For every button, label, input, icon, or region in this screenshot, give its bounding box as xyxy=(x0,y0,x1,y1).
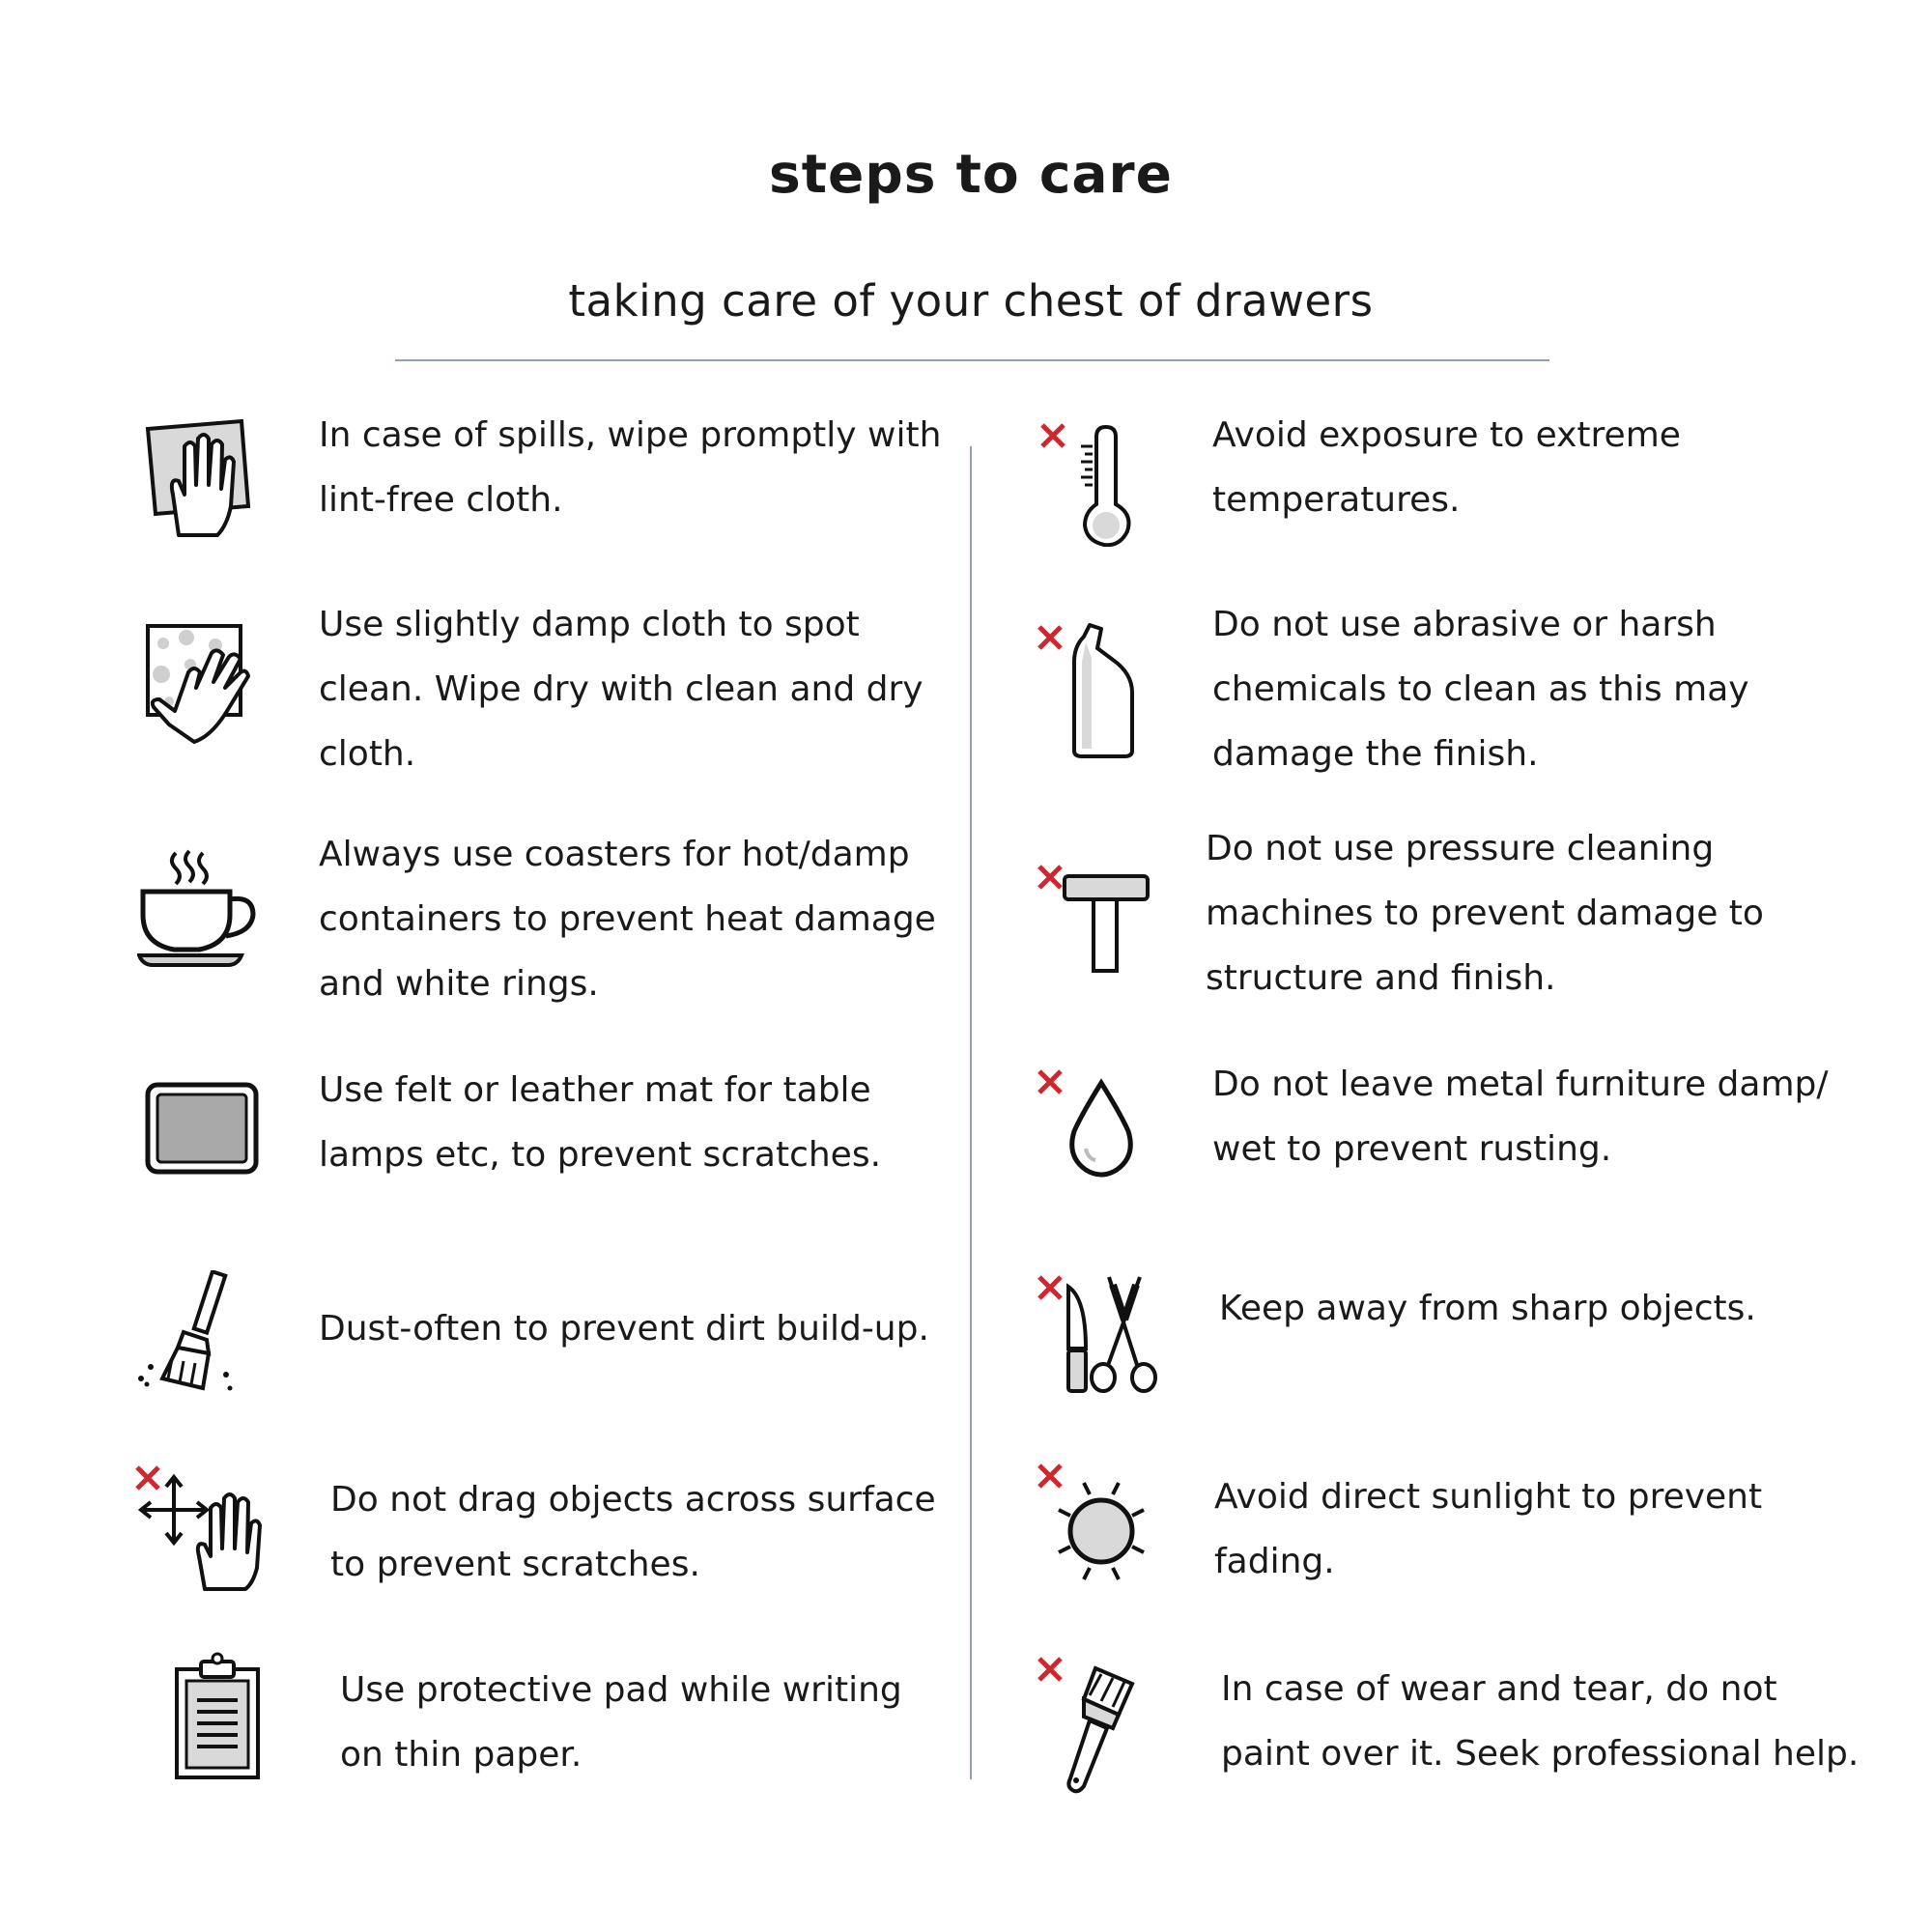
tip-line: machines to prevent damage to xyxy=(1206,894,1764,933)
hand-wipe-cloth-icon xyxy=(140,417,261,543)
tip-line: Keep away from sharp objects. xyxy=(1219,1289,1756,1328)
no-drag-hand-icon xyxy=(133,1463,264,1594)
tip-line: Use slightly damp cloth to spot xyxy=(319,605,860,644)
tip-line: fading. xyxy=(1214,1542,1335,1581)
tip-line: wet to prevent rusting. xyxy=(1212,1129,1612,1169)
tip-line: In case of spills, wipe promptly with xyxy=(319,415,942,455)
no-sunlight-icon xyxy=(1036,1462,1161,1592)
tip-line: damage the finish. xyxy=(1212,734,1539,774)
tip-line: to prevent scratches. xyxy=(330,1545,700,1584)
no-pressure-cleaning-icon xyxy=(1036,863,1156,974)
tip-line: lamps etc, to prevent scratches. xyxy=(319,1135,882,1175)
tip-line: containers to prevent heat damage xyxy=(319,899,936,939)
felt-mat-icon xyxy=(145,1082,261,1179)
tip-line: In case of wear and tear, do not xyxy=(1221,1669,1777,1709)
tip-line: Do not drag objects across surface xyxy=(330,1480,936,1520)
tip-line: Use protective pad while writing xyxy=(340,1670,902,1710)
tip-line: temperatures. xyxy=(1212,480,1461,520)
tip-line: clean. Wipe dry with clean and dry xyxy=(319,669,923,709)
page-subtitle: taking care of your chest of drawers xyxy=(568,275,1374,327)
duster-brush-icon xyxy=(133,1270,240,1396)
no-extreme-temperature-icon xyxy=(1038,421,1145,547)
hot-cup-coaster-icon xyxy=(137,847,263,968)
tip-line: and white rings. xyxy=(319,964,599,1004)
tip-line: Avoid exposure to extreme xyxy=(1212,415,1681,455)
tip-line: on thin paper. xyxy=(340,1735,582,1775)
tip-line: cloth. xyxy=(319,734,416,774)
tip-line: lint-free cloth. xyxy=(319,480,563,520)
tip-line: Use felt or leather mat for table xyxy=(319,1070,871,1110)
damp-cloth-hand-icon xyxy=(140,618,261,749)
tip-line: structure and finish. xyxy=(1206,958,1556,998)
column-divider xyxy=(970,446,972,1779)
tip-line: paint over it. Seek professional help. xyxy=(1221,1734,1860,1774)
no-paint-brush-icon xyxy=(1036,1655,1151,1795)
tip-line: Do not leave metal furniture damp/ xyxy=(1212,1065,1829,1104)
no-harsh-chemicals-icon xyxy=(1036,623,1142,758)
clipboard-pad-icon xyxy=(172,1652,264,1782)
tip-line: Do not use abrasive or harsh xyxy=(1212,605,1717,644)
page-title: steps to care xyxy=(769,143,1173,205)
header-divider xyxy=(395,359,1549,361)
tip-line: Always use coasters for hot/damp xyxy=(319,835,910,874)
tip-line: Avoid direct sunlight to prevent xyxy=(1214,1477,1763,1517)
tip-line: chemicals to clean as this may xyxy=(1212,669,1749,709)
no-sharp-objects-icon xyxy=(1036,1273,1161,1394)
tip-line: Do not use pressure cleaning xyxy=(1206,829,1715,868)
tip-line: Dust-often to prevent dirt build-up. xyxy=(319,1309,929,1349)
no-water-drop-icon xyxy=(1036,1067,1142,1179)
